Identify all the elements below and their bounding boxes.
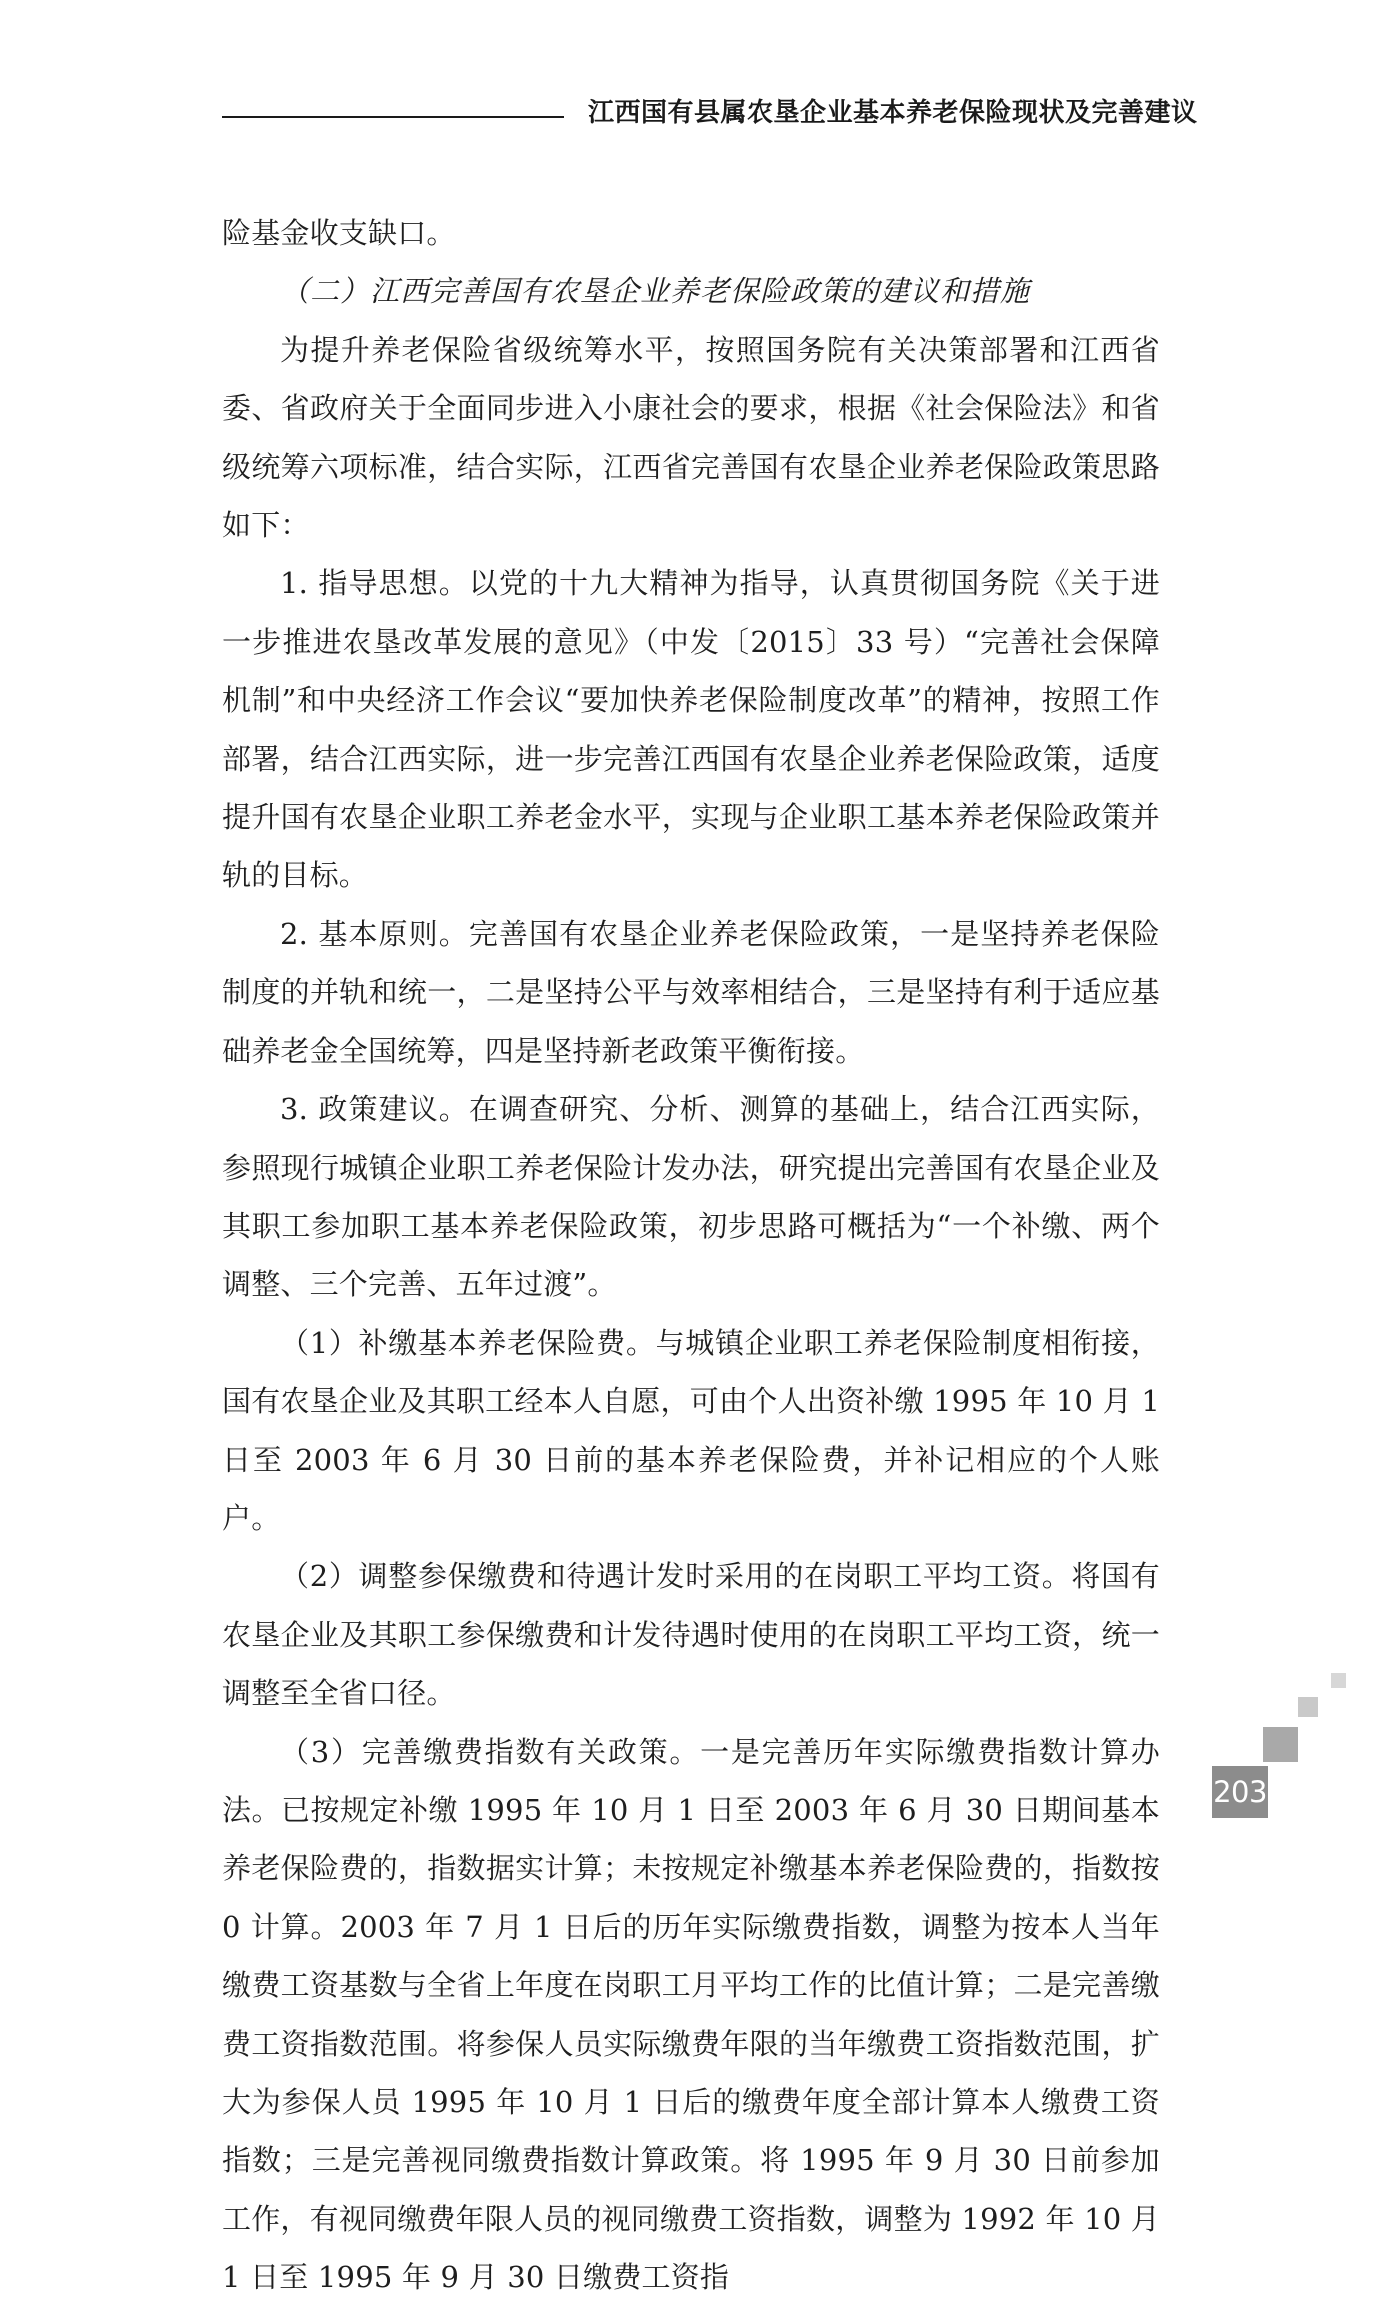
paragraph-basic-principles: 2. 基本原则。完善国有农垦企业养老保险政策，一是坚持养老保险制度的并轨和统一，二是坚持公平与效率相结合，三是坚持有利于适应基础养老金全国统筹，四是坚持新老政策平衡衔接。 xyxy=(222,916,1160,1068)
paragraph-guiding-ideology: 1. 指导思想。以党的十九大精神为指导，认真贯彻国务院《关于进一步推进农垦改革发展的意见》（中发〔2015〕33 号）“完善社会保障机制”和中央经济工作会议“要加快养老保险制度改革”的精神，按照工作部署，结合江西实际，进一步完善江西国有农垦企业养老保险政策，适度提升国有农垦企业职工养老金水平，实现与企业职工基本养老保险政策并轨的目标。 xyxy=(222,566,1160,893)
decorative-square xyxy=(1331,1673,1346,1688)
decorative-square xyxy=(1298,1697,1318,1717)
paragraph-item-2: （2）调整参保缴费和待遇计发时采用的在岗职工平均工资。将国有农垦企业及其职工参保缴费和计发待遇时使用的在岗职工平均工资，统一调整至全省口径。 xyxy=(222,1559,1160,1711)
header-rule xyxy=(222,116,564,118)
paragraph-item-3: （3）完善缴费指数有关政策。一是完善历年实际缴费指数计算办法。已按规定补缴 1995 年 10 月 1 日至 2003 年 6 月 30 日期间基本养老保险费的，指数据实计算；未按规定补缴基本养老保险费的，指数按 0 计算。2003 年 7 月 1 日后的历年实际缴费指数，调整为按本人当年缴费工资基数与全省上年度在岗职工月平均工作的比值计算；二是完善缴费工资指数范围。将参保人员实际缴费年限的当年缴费工资指数范围，扩大为参保人员 1995 年 10 月 1 日后的缴费年度全部计算本人缴费工资指数；三是完善视同缴费指数计算政策。将 1995 年 9 月 30 日前参加工作，有视同缴费年限人员的视同缴费工资指数，调整为 1992 年 10 月 1 日至 1995 年 9 月 30 日缴费工资指 xyxy=(222,1734,1160,2295)
paragraph-intro: 为提升养老保险省级统筹水平，按照国务院有关决策部署和江西省委、省政府关于全面同步进入小康社会的要求，根据《社会保险法》和省级统筹六项标准，结合实际，江西省完善国有农垦企业养老保险政策思路如下： xyxy=(222,332,1160,543)
section-heading: （二）江西完善国有农垦企业养老保险政策的建议和措施 xyxy=(280,274,1031,309)
page-number: 203 xyxy=(1212,1766,1268,1818)
paragraph-item-1: （1）补缴基本养老保险费。与城镇企业职工养老保险制度相衔接，国有农垦企业及其职工经本人自愿，可由个人出资补缴 1995 年 10 月 1 日至 2003 年 6 月 30 日前的基本养老保险费，并补记相应的个人账户。 xyxy=(222,1325,1160,1535)
body-text xyxy=(222,204,1160,2307)
paragraph-policy-suggestions: 3. 政策建议。在调查研究、分析、测算的基础上，结合江西实际，参照现行城镇企业职工养老保险计发办法，研究提出完善国有农垦企业及其职工参加职工基本养老保险政策，初步思路可概括为“一个补缴、两个调整、三个完善、五年过渡”。 xyxy=(222,1092,1160,1302)
paragraph-continuation: 险基金收支缺口。 xyxy=(222,216,456,250)
running-title: 江西国有县属农垦企业基本养老保险现状及完善建议 xyxy=(588,98,1198,128)
decorative-square xyxy=(1263,1727,1298,1762)
